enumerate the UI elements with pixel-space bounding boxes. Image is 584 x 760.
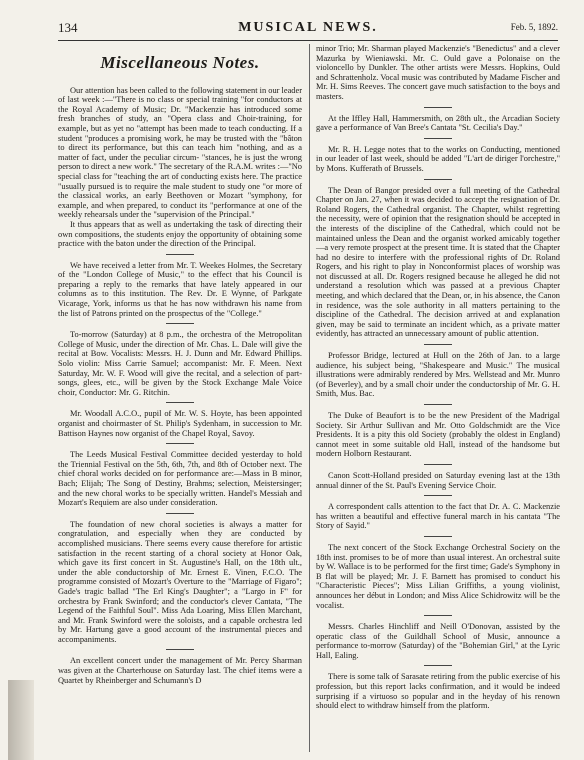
page-number: 134 — [58, 20, 78, 35]
separator — [166, 513, 194, 514]
separator — [424, 138, 452, 139]
paragraph: We have received a letter from Mr. T. Weekes Holmes, the Secretary of the "London College of Music," to the effect that his Council is preparing a reply to the remarks that have lately appeared in our columns as to this institution. The Rev. Dr. E Wynne, of Parkgate Vicarage, York, informs us that he has now withdrawn his name from the list of Patrons printed on the prospectus of the "College." — [58, 260, 302, 318]
header-rule — [58, 40, 558, 41]
paragraph: It thus appears that as well as undertaking the task of directing their own compositions, the students enjoy the opportunity of obtaining some practice with the baton under the direction of the Principal. — [58, 219, 302, 249]
separator — [166, 649, 194, 650]
separator — [424, 464, 452, 465]
separator — [424, 495, 452, 496]
separator — [424, 615, 452, 616]
left-column — [58, 44, 302, 685]
masthead: MUSICAL NEWS. — [238, 20, 378, 35]
separator — [424, 665, 452, 666]
section-title: Miscellaneous Notes. — [100, 53, 260, 72]
paragraph: At the Iffley Hall, Hammersmith, on 28th ult., the Arcadian Society gave a performance of Van Bree's Cantata "St. Cecilia's Day." — [316, 113, 560, 133]
separator — [424, 344, 452, 345]
separator — [166, 402, 194, 403]
separator — [166, 443, 194, 444]
paragraph: The Dean of Bangor presided over a full meeting of the Cathedral Chapter on Jan. 27, when it was decided to accept the resignation of Dr. Roland Rogers, the Cathedral organist. The Chapter, whilst regretting the necessity, were of opinion that the resignation should be accepted in the interests of the discipline of the Cathedral, which could not be maintained unless the Dean and the organist worked amicably together—a very remote prospect at the present time. It is stated that the Chapter had no desire to interfere with the professional rights of Dr. Roland Rogers, and his right to play in Nonconformist places of worship was not discussed at all. Dr. Rogers resigned because he alleged he did not understand a resolution which was passed at a previous Chapter meeting, and which declared that the Dean, or, in his absence, the Canon in residence, was the sole authority in all matters pertaining to the discipline of the Cathedral. The decision arrived at and explanation given, may be said to terminate an incident which, as a private matter evidently, has attracted an unnecessary amount of public attention. — [316, 185, 560, 339]
separator — [424, 107, 452, 108]
paragraph: Messrs. Charles Hinchliff and Neill O'Donovan, assisted by the operatic class of the Guildhall School of Music, announce a performance to-morrow (Saturday) of the "Bohemian Girl," at the Lyric Hall, Ealing. — [316, 622, 560, 660]
separator — [424, 404, 452, 405]
paragraph: Canon Scott-Holland presided on Saturday evening last at the 13th annual dinner of the St. Paul's Evening Service Choir. — [316, 470, 560, 490]
paragraph: There is some talk of Sarasate retiring from the public exercise of his profession, but this report lacks confirmation, and it would be indeed surprising if a virtuoso so popular and in the heyday of his renown should elect to withdraw himself from the platform. — [316, 672, 560, 711]
paragraph: A correspondent calls attention to the fact that Dr. A. C. Mackenzie has written a beautiful and effective funeral march in his cantata "The Story of Sayid." — [316, 502, 560, 531]
paragraph: Our attention has been called to the following statement in our leader of last week :—"There is no class or special training "for conductors at the Royal Academy of Music; Dr. "Mackenzie has introduced some fresh branches of study, an "Opera class and Choir-training, for example, but as yet no "attempt has been made to teach conducting. If a student "produces a promising work, he may be trusted with the "bâton to direct its performance, but this can teach him "nothing, and as a matter of fact, under the peculiar circum- "stances, he is just the wrong person to direct a new work." The secretary of the R.A.M. writes :—"No special class for "teaching the art of conducting exists here. The practice "usually pursued is to require the male student to study one "or more of the classical works, an early Beethoven or Mozart "symphony, for example, and when prepared, to conduct its "performance at one of the weekly rehearsals under the "supervision of the Principal." — [58, 85, 302, 220]
paragraph: The Leeds Musical Festival Committee decided yesterday to hold the Triennial Festival on the 5th, 6th, 7th, and 8th of October next. The chief choral works decided on for performance are:—Mass in B minor, Bach; Elijah; The Song of Destiny, Brahms; selection, Meistersinger; and the new choral works to be specially written. Handel's Messiah and Mozart's Requiem are also under consideration. — [58, 450, 302, 508]
paragraph: Mr. R. H. Legge notes that to the works on Conducting, mentioned in our leader of last week, should be added "L'art de diriger l'orchestre," by Mons. Kufferath of Brussels. — [316, 144, 560, 173]
separator — [166, 254, 194, 255]
paragraph: The foundation of new choral societies is always a matter for congratulation, and especially when they are conducted by accomplished musicians. There seems every cause therefore for artistic satisfaction in the recent starting of a choral society at Honor Oak, which gave its first concert in St. Augustine's Hall, on the 18th ult., under the able conductorship of Mr. Ernest E. Vinen, F.C.O. The programme consisted of Mozart's Overture to the "Marriage of Figaro"; Gade's tragic ballad "The Erl King's Daughter"; a "Largo in F" for orchestra by Frank Swinford; and the conductor's clever Cantata, "The Legend of the Faithful Soul". Miss Ada Loaring, Miss Ellen Marchant, and Mr. Frank Swinford were the soloists, and a capable orchestra led by Mr. Hartung gave a good account of the instrumental pieces and accompaniments. — [58, 519, 302, 644]
column-divider — [309, 44, 310, 752]
paragraph: To-morrow (Saturday) at 8 p.m., the orchestra of the Metropolitan College of Music, under the direction of Mr. Chas. L. Dale will give the recital at Bow. Vocalists: Messrs. H. J. Dunn and Mr. Edward Phillips. Solo violin: Miss Carrie Samuel; accompanist: Mr. F. Meen. Next Saturday, Mr. W. F. Wood will give the recital, and a selection of part-songs, glees, etc., will be given by the Stock Exchange Male Voice choir, Conductor: Mr. G. Ritchin. — [58, 330, 302, 397]
separator — [166, 323, 194, 324]
issue-date: Feb. 5, 1892. — [510, 22, 558, 32]
right-column — [316, 44, 560, 711]
separator — [424, 179, 452, 180]
page-header — [58, 20, 558, 36]
paragraph: The next concert of the Stock Exchange Orchestral Society on the 18th inst. promises to be of more than usual interest. An orchestral suite by W. Wallace is to be performed for the first time; Gade's Symphony in B flat will be played; Mr. J. F. Barnett has promised to conduct his "Characteristic Pieces"; Miss Lilian Griffiths, a young violinist, announces her début in London; and Miss Alice Schidrowitz will be the vocalist. — [316, 542, 560, 610]
paragraph: Professor Bridge, lectured at Hull on the 26th of Jan. to a large audience, his subject being, "Shakespeare and Music." The musical illustrations were admirably rendered by Mrs. Wellstead and Mr. Munro (of Beverley), and by a small choir under the conductorship of Mr. G. H. Smith, Mus. Bac. — [316, 351, 560, 399]
binding-edge — [8, 680, 34, 760]
paragraph: minor Trio; Mr. Sharman played Mackenzie's "Benedictus" and a clever Mazurka by Wieniawski. Mr. C. Ould gave a Polonaise on the violoncello by Dunkler. The other artists were Messrs. Hopkins, Ould and Schrattenholz. Vocal music was contributed by Madame Fischer and Mr. H. Sims Reeves. The concert gave much satisfaction to the boys and masters. — [316, 44, 560, 101]
paragraph: Mr. Woodall A.C.O., pupil of Mr. W. S. Hoyte, has been appointed organist and choirmaster of St. Philip's Sydenham, in succession to Mr. Battison Haynes now organist of the Chapel Royal, Savoy. — [58, 409, 302, 438]
paragraph: The Duke of Beaufort is to be the new President of the Madrigal Society. Sir Arthur Sullivan and Mr. Otto Goldschmidt are the Vice Presidents. It is a pity this old Society (probably the oldest in England) cannot meet in some suitable old Hall, instead of the handsome but modern Holborn Restaurant. — [316, 411, 560, 459]
separator — [424, 536, 452, 537]
paragraph: An excellent concert under the management of Mr. Percy Sharman was given at the Charterhouse on Saturday last. The chief items were a Quartet by Rheinberger and Schumann's D — [58, 656, 302, 685]
